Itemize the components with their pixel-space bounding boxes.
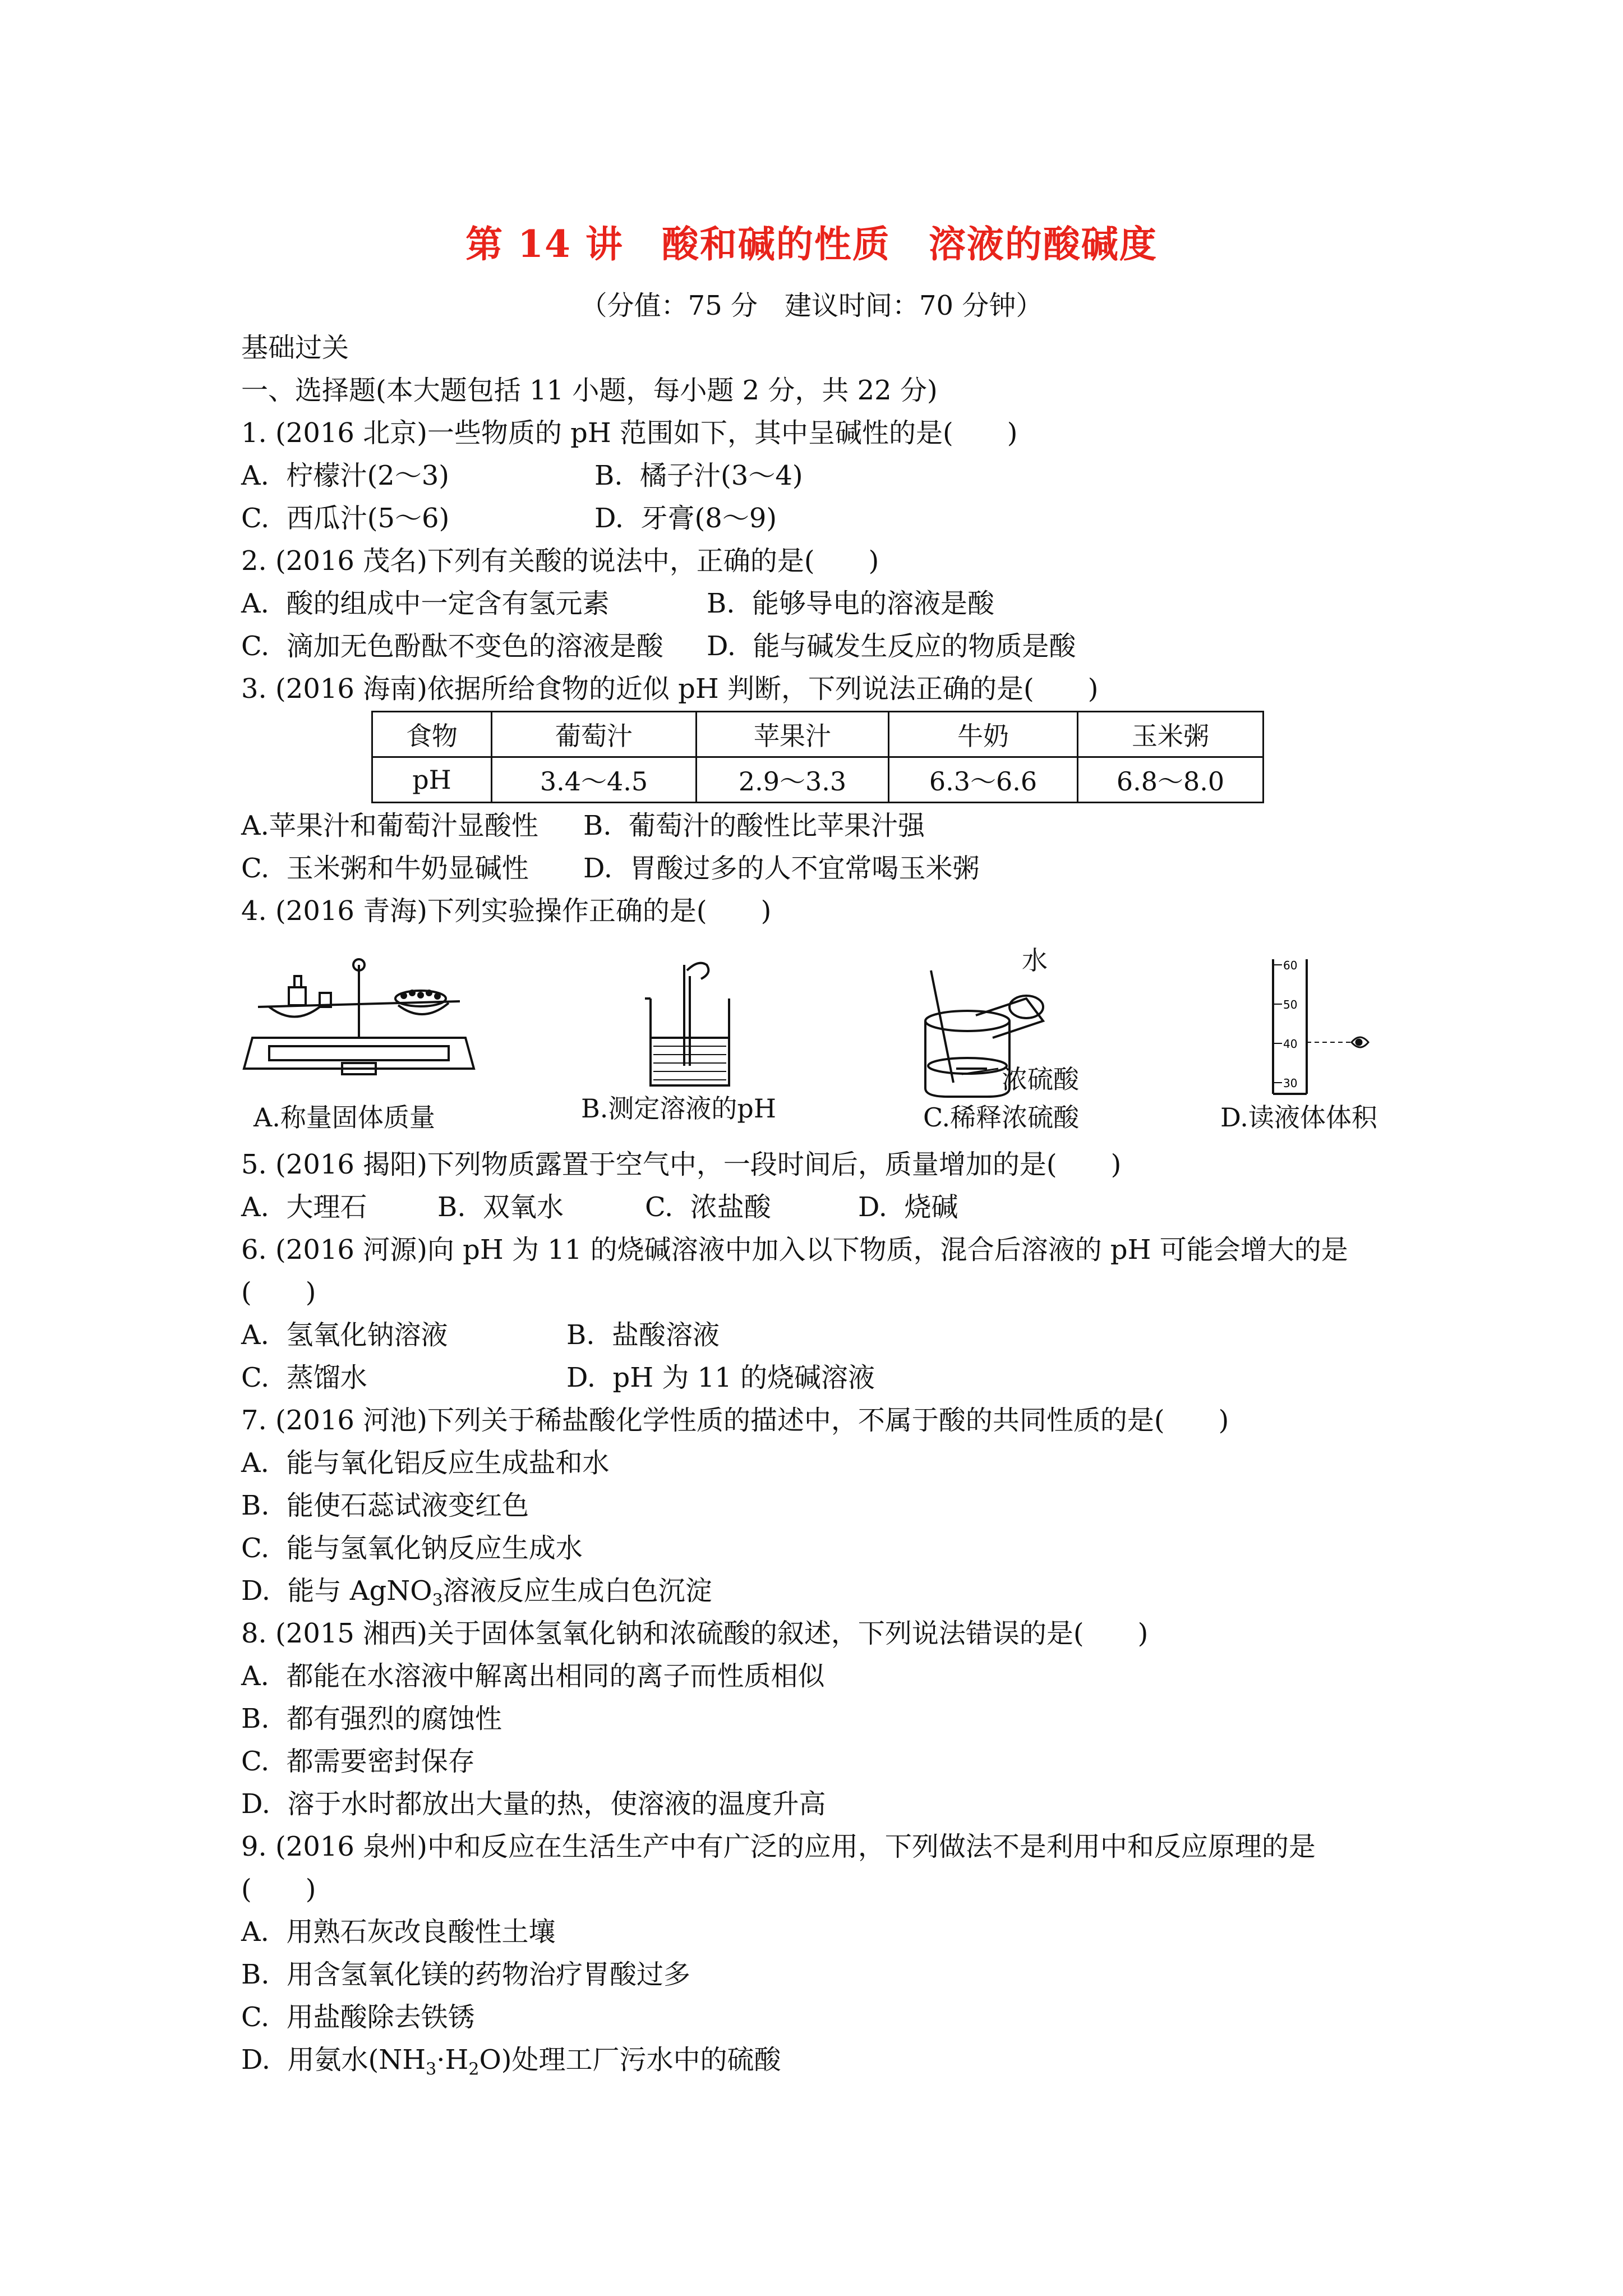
- balance-scale-figure: [236, 954, 482, 1083]
- question-3-option-a: A.苹果汁和葡萄汁显酸性: [241, 810, 538, 841]
- table-cell: pH: [372, 757, 492, 803]
- table-cell: 3.4～4.5: [492, 757, 697, 803]
- question-2-option-d: D. 能与碱发生反应的物质是酸: [707, 631, 1076, 662]
- question-9-option-d: [241, 2043, 781, 2087]
- question-3-option-b: B. 葡萄汁的酸性比苹果汁强: [583, 810, 925, 841]
- option-text: 溶液反应生成白色沉淀: [442, 1575, 712, 1607]
- ph-table-value-row: [372, 757, 1264, 803]
- question-3-stem: 3. (2016 海南)依据所给食物的近似 pH 判断，下列说法正确的是( ): [241, 673, 1099, 705]
- question-8-option-d: D. 溶于水时都放出大量的热，使溶液的温度升高: [241, 1788, 826, 1820]
- question-6-answer-paren: ( ): [241, 1277, 316, 1308]
- question-5-option-d: D. 烧碱: [858, 1191, 958, 1223]
- question-7-stem: 7. (2016 河池)下列关于稀盐酸化学性质的描述中，不属于酸的共同性质的是( ): [241, 1405, 1229, 1436]
- question-1-option-c: C. 西瓜汁(5～6): [241, 503, 450, 534]
- question-8-option-b: B. 都有强烈的腐蚀性: [241, 1703, 502, 1734]
- question-2-option-b: B. 能够导电的溶液是酸: [707, 588, 995, 619]
- question-6-stem: 6. (2016 河源)向 pH 为 11 的烧碱溶液中加入以下物质，混合后溶液的 pH 可能会增大的是: [241, 1234, 1348, 1266]
- question-3-option-d: D. 胃酸过多的人不宜常喝玉米粥: [583, 853, 980, 884]
- figure-d-caption: D.读液体体积: [1220, 1102, 1377, 1133]
- question-4-stem: 4. (2016 青海)下列实验操作正确的是( ): [241, 895, 772, 927]
- page-title: 第 14 讲 酸和碱的性质 溶液的酸碱度: [465, 222, 1158, 266]
- figure-a-caption: A.称量固体质量: [253, 1102, 435, 1133]
- part-heading: 一、选择题(本大题包括 11 小题，每小题 2 分，共 22 分): [241, 375, 938, 406]
- eye-icon: [1352, 1037, 1368, 1047]
- question-6-option-d: D. pH 为 11 的烧碱溶液: [566, 1362, 875, 1393]
- question-8-option-a: A. 都能在水溶液中解离出相同的离子而性质相似: [241, 1660, 825, 1692]
- table-cell: 葡萄汁: [492, 712, 697, 757]
- subscript: 2: [468, 2059, 479, 2079]
- question-9-option-b: B. 用含氢氧化镁的药物治疗胃酸过多: [241, 1959, 691, 1990]
- scale-tick-label: 50: [1283, 998, 1298, 1011]
- option-text: D. 能与 AgNO: [241, 1575, 432, 1607]
- question-6-option-a: A. 氢氧化钠溶液: [241, 1319, 448, 1351]
- question-9-stem: 9. (2016 泉州)中和反应在生活生产中有广泛的应用，下列做法不是利用中和反应原理的是: [241, 1831, 1316, 1862]
- table-cell: 食物: [372, 712, 492, 757]
- scale-tick-label: 30: [1283, 1076, 1298, 1090]
- question-5-option-c: C. 浓盐酸: [645, 1191, 771, 1223]
- table-cell: 6.3～6.6: [889, 757, 1078, 803]
- question-6-option-c: C. 蒸馏水: [241, 1362, 367, 1393]
- ph-table-header-row: [372, 712, 1264, 757]
- question-3-option-c: C. 玉米粥和牛奶显碱性: [241, 853, 529, 884]
- question-8-option-c: C. 都需要密封保存: [241, 1746, 475, 1777]
- question-1-option-b: B. 橘子汁(3～4): [594, 460, 803, 491]
- table-cell: 苹果汁: [697, 712, 889, 757]
- section-heading: 基础过关: [241, 332, 349, 364]
- question-5-option-b: B. 双氧水: [437, 1191, 564, 1223]
- graduated-cylinder-figure: [1267, 954, 1380, 1099]
- option-text: ·H: [436, 2044, 469, 2076]
- acid-label: 浓硫酸: [1002, 1064, 1079, 1094]
- table-cell: 2.9～3.3: [697, 757, 889, 803]
- scale-tick-label: 60: [1283, 959, 1298, 972]
- table-cell: 6.8～8.0: [1078, 757, 1264, 803]
- question-1-option-a: A. 柠檬汁(2～3): [241, 460, 449, 491]
- question-2-option-a: A. 酸的组成中一定含有氢元素: [241, 588, 610, 619]
- figure-b-caption: B.测定溶液的pH: [581, 1093, 776, 1124]
- scale-tick-label: 40: [1283, 1037, 1298, 1051]
- table-cell: 牛奶: [889, 712, 1078, 757]
- question-9-option-c: C. 用盐酸除去铁锈: [241, 2001, 475, 2033]
- ph-measurement-figure: [634, 954, 757, 1094]
- question-7-option-a: A. 能与氧化铝反应生成盐和水: [241, 1447, 610, 1479]
- question-9-answer-paren: ( ): [241, 1874, 316, 1905]
- question-7-option-b: B. 能使石蕊试液变红色: [241, 1490, 529, 1521]
- water-label: 水: [1022, 945, 1048, 976]
- question-2-option-c: C. 滴加无色酚酞不变色的溶液是酸: [241, 631, 663, 662]
- figure-c-caption: C.稀释浓硫酸: [923, 1102, 1080, 1133]
- question-5-stem: 5. (2016 揭阳)下列物质露置于空气中，一段时间后，质量增加的是( ): [241, 1149, 1122, 1180]
- table-cell: 玉米粥: [1078, 712, 1264, 757]
- question-7-option-d: [241, 1574, 712, 1618]
- question-2-stem: 2. (2016 茂名)下列有关酸的说法中，正确的是( ): [241, 545, 879, 577]
- option-text: O)处理工厂污水中的硫酸: [479, 2044, 781, 2076]
- option-text: D. 用氨水(NH: [241, 2044, 426, 2076]
- page-subtitle: （分值：75 分 建议时间：70 分钟）: [580, 290, 1043, 321]
- question-7-option-c: C. 能与氢氧化钠反应生成水: [241, 1533, 583, 1564]
- question-9-option-a: A. 用熟石灰改良酸性土壤: [241, 1916, 556, 1948]
- subscript: 3: [432, 1590, 443, 1611]
- ph-table: [371, 711, 1264, 803]
- question-5-option-a: A. 大理石: [241, 1191, 367, 1223]
- question-1-stem: 1. (2016 北京)一些物质的 pH 范围如下，其中呈碱性的是( ): [241, 417, 1018, 449]
- question-6-option-b: B. 盐酸溶液: [566, 1319, 720, 1351]
- question-1-option-d: D. 牙膏(8～9): [594, 503, 777, 534]
- subscript: 3: [426, 2059, 437, 2079]
- question-8-stem: 8. (2015 湘西)关于固体氢氧化钠和浓硫酸的叙述，下列说法错误的是( ): [241, 1618, 1149, 1649]
